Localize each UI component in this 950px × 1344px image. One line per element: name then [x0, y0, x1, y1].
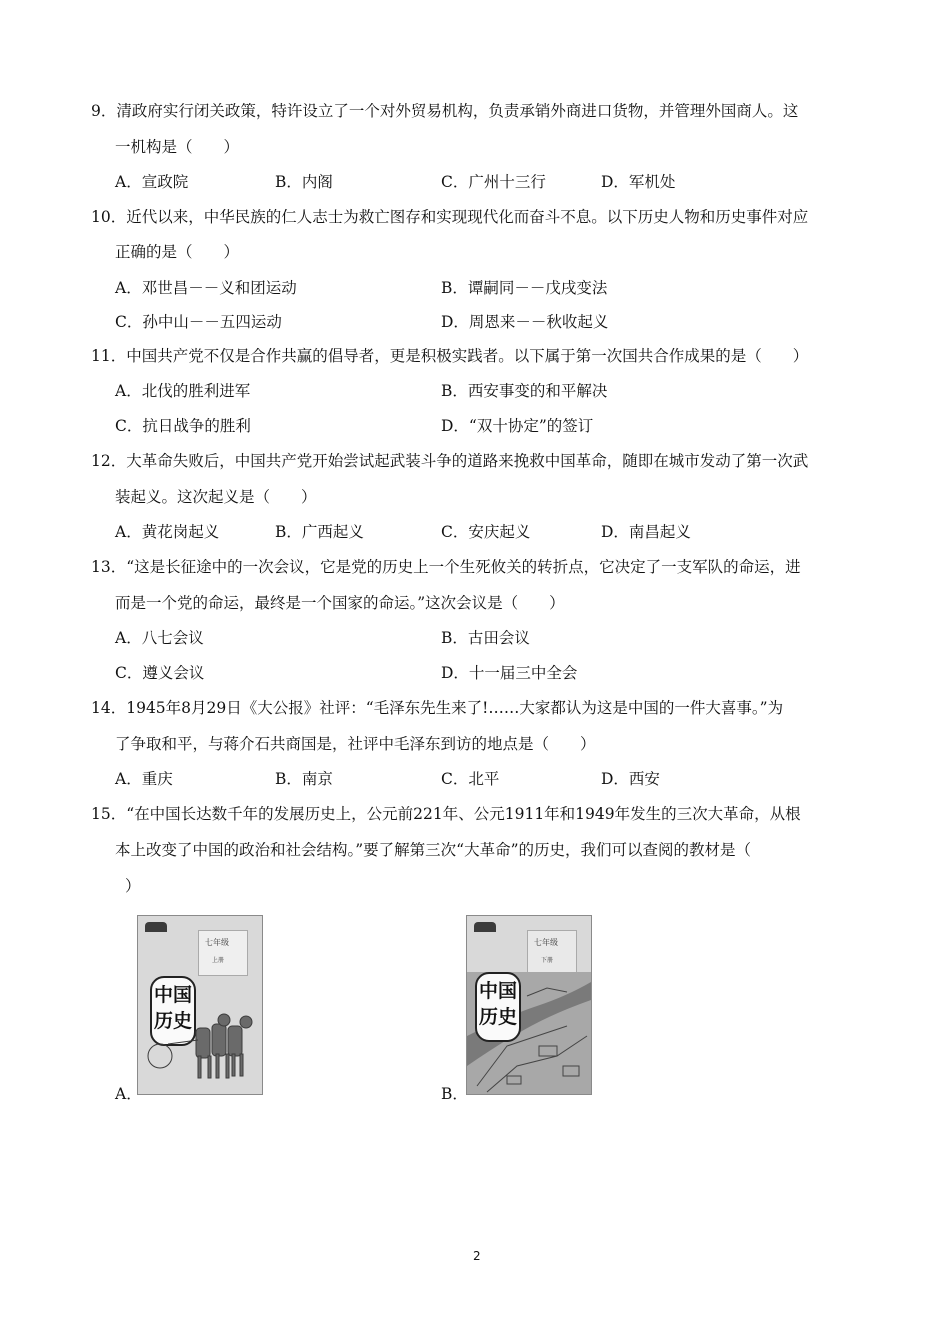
q13-option-c: C．遵义会议: [115, 664, 205, 682]
q10-stem-line2: 正确的是（ ）: [115, 243, 240, 261]
q13-stem-line1: 13．“这是长征途中的一次会议，它是党的历史上一个生死攸关的转折点，它决定了一支军队的命运，进: [91, 558, 801, 576]
cover-title-top: 中国: [478, 980, 517, 1002]
cover-title: [475, 972, 521, 1042]
q15-option-b: B．: [441, 1085, 468, 1103]
q9-option-c: C．广州十三行: [441, 173, 546, 191]
q11-option-a: A．北伐的胜利进军: [115, 382, 251, 400]
q15-option-a: A．: [115, 1085, 142, 1103]
page-number: 2: [473, 1249, 481, 1263]
cover-volume: 下册: [541, 957, 554, 964]
textbook-cover-b[interactable]: [466, 915, 592, 1095]
q12-option-c: C．安庆起义: [441, 523, 531, 541]
q12-option-d: D．南昌起义: [601, 523, 691, 541]
q12-stem-line1: 12．大革命失败后，中国共产党开始尝试起武装斗争的道路来挽救中国革命，随即在城市发动了第一次武: [91, 452, 809, 470]
q11-stem-line1: 11．中国共产党不仅是合作共赢的倡导者，更是积极实践者。以下属于第一次国共合作成果的是（ ）: [91, 347, 809, 365]
cover-title-bottom: 历史: [153, 1010, 192, 1032]
cover-volume: 上册: [212, 957, 225, 964]
q9-stem-line1: 9．清政府实行闭关政策，特许设立了一个对外贸易机构，负责承销外商进口货物，并管理外国商人。这: [91, 102, 799, 120]
q10-option-b: B．谭嗣同－－戊戌变法: [441, 279, 608, 297]
q14-option-d: D．西安: [601, 770, 660, 788]
q10-stem-line1: 10．近代以来，中华民族的仁人志士为救亡图存和实现现代化而奋斗不息。以下历史人物和历史事件对应: [91, 208, 809, 226]
q9-option-d: D．军机处: [601, 173, 676, 191]
q15-stem-line2: 本上改变了中国的政治和社会结构。”要了解第三次“大革命”的历史，我们可以查阅的教材是（: [115, 841, 752, 859]
q13-option-d: D．十一届三中全会: [441, 664, 578, 682]
q9-option-b: B．内阁: [275, 173, 333, 191]
cover-title-top: 中国: [153, 984, 192, 1006]
terracotta-chariot-illustration: [138, 916, 262, 1094]
q13-option-a: A．八七会议: [115, 629, 204, 647]
q14-stem-line2: 了争取和平，与蒋介石共商国是，社评中毛泽东到访的地点是（ ）: [115, 735, 596, 753]
q14-option-a: A．重庆: [115, 770, 173, 788]
q15-stem-line1: 15．“在中国长达数千年的发展历史上，公元前221年、公元1911年和1949年发生的三次大革命，从根: [91, 805, 801, 823]
q11-option-d: D．“双十协定”的签订: [441, 417, 594, 435]
q11-option-c: C．抗日战争的胜利: [115, 417, 251, 435]
q12-option-b: B．广西起义: [275, 523, 364, 541]
q10-option-c: C．孙中山－－五四运动: [115, 313, 282, 331]
q10-option-a: A．邓世昌－－义和团运动: [115, 279, 297, 297]
q14-option-c: C．北平: [441, 770, 500, 788]
q14-option-b: B．南京: [275, 770, 333, 788]
textbook-cover-a[interactable]: [137, 915, 263, 1095]
q12-stem-line2: 装起义。这次起义是（ ）: [115, 488, 317, 506]
cover-grade: 七年级: [534, 938, 558, 947]
q9-option-a: A．宣政院: [115, 173, 189, 191]
q15-stem-line3: ）: [125, 877, 141, 895]
cover-grade: 七年级: [205, 938, 229, 947]
q14-stem-line1: 14．1945年8月29日《大公报》社评：“毛泽东先生来了!……大家都认为这是中国的一件大喜事。”为: [91, 699, 784, 717]
q9-stem-line2: 一机构是（ ）: [115, 138, 240, 156]
q10-option-d: D．周恩来－－秋收起义: [441, 313, 609, 331]
q13-option-b: B．古田会议: [441, 629, 530, 647]
q11-option-b: B．西安事变的和平解决: [441, 382, 608, 400]
q12-option-a: A．黄花岗起义: [115, 523, 220, 541]
q13-stem-line2: 而是一个党的命运，最终是一个国家的命运。”这次会议是（ ）: [115, 594, 565, 612]
cover-title-bottom: 历史: [478, 1006, 517, 1028]
